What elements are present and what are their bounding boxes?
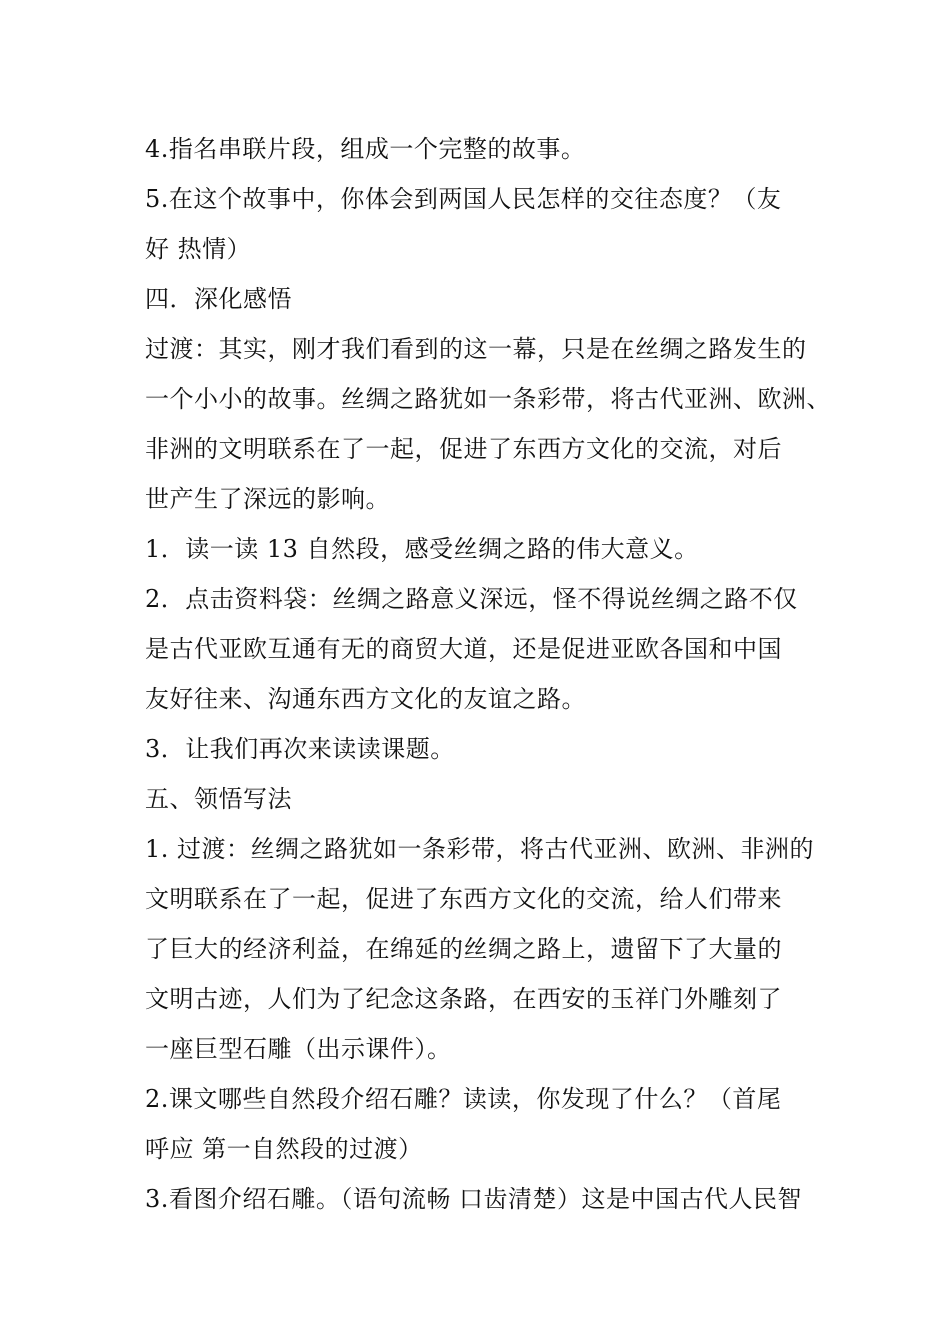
text-line: 一个小小的故事。丝绸之路犹如一条彩带，将古代亚洲、欧洲、: [145, 385, 831, 413]
text-line: 3．让我们再次来读读课题。: [145, 735, 455, 763]
text-line: 了巨大的经济利益，在绵延的丝绸之路上，遗留下了大量的: [145, 935, 782, 963]
text-line: 世产生了深远的影响。: [145, 485, 390, 513]
text-line: 1. 过渡：丝绸之路犹如一条彩带，将古代亚洲、欧洲、非洲的: [145, 835, 815, 863]
text-line: 呼应 第一自然段的过渡）: [145, 1135, 423, 1163]
text-line: 文明古迹，人们为了纪念这条路，在西安的玉祥门外雕刻了: [145, 985, 782, 1013]
text-line: 文明联系在了一起，促进了东西方文化的交流，给人们带来: [145, 885, 782, 913]
text-line: 2．点击资料袋：丝绸之路意义深远，怪不得说丝绸之路不仅: [145, 585, 798, 613]
text-line: 友好往来、沟通东西方文化的友谊之路。: [145, 685, 586, 713]
text-line: 1．读一读 13 自然段，感受丝绸之路的伟大意义。: [145, 535, 699, 563]
text-line: 3.看图介绍石雕。（语句流畅 口齿清楚）这是中国古代人民智: [145, 1185, 803, 1213]
text-line: 是古代亚欧互通有无的商贸大道，还是促进亚欧各国和中国: [145, 635, 782, 663]
text-line: 一座巨型石雕（出示课件）。: [145, 1035, 452, 1063]
text-line: 非洲的文明联系在了一起，促进了东西方文化的交流，对后: [145, 435, 782, 463]
section-heading: 四．深化感悟: [145, 285, 292, 313]
text-line: 2.课文哪些自然段介绍石雕？读读，你发现了什么？（首尾: [145, 1085, 782, 1113]
text-line: 4.指名串联片段，组成一个完整的故事。: [145, 135, 586, 163]
text-line: 过渡：其实，刚才我们看到的这一幕，只是在丝绸之路发生的: [145, 335, 807, 363]
text-line: 5.在这个故事中，你体会到两国人民怎样的交往态度？（友: [145, 185, 782, 213]
section-heading: 五、领悟写法: [145, 785, 292, 813]
text-line: 好 热情）: [145, 235, 252, 263]
